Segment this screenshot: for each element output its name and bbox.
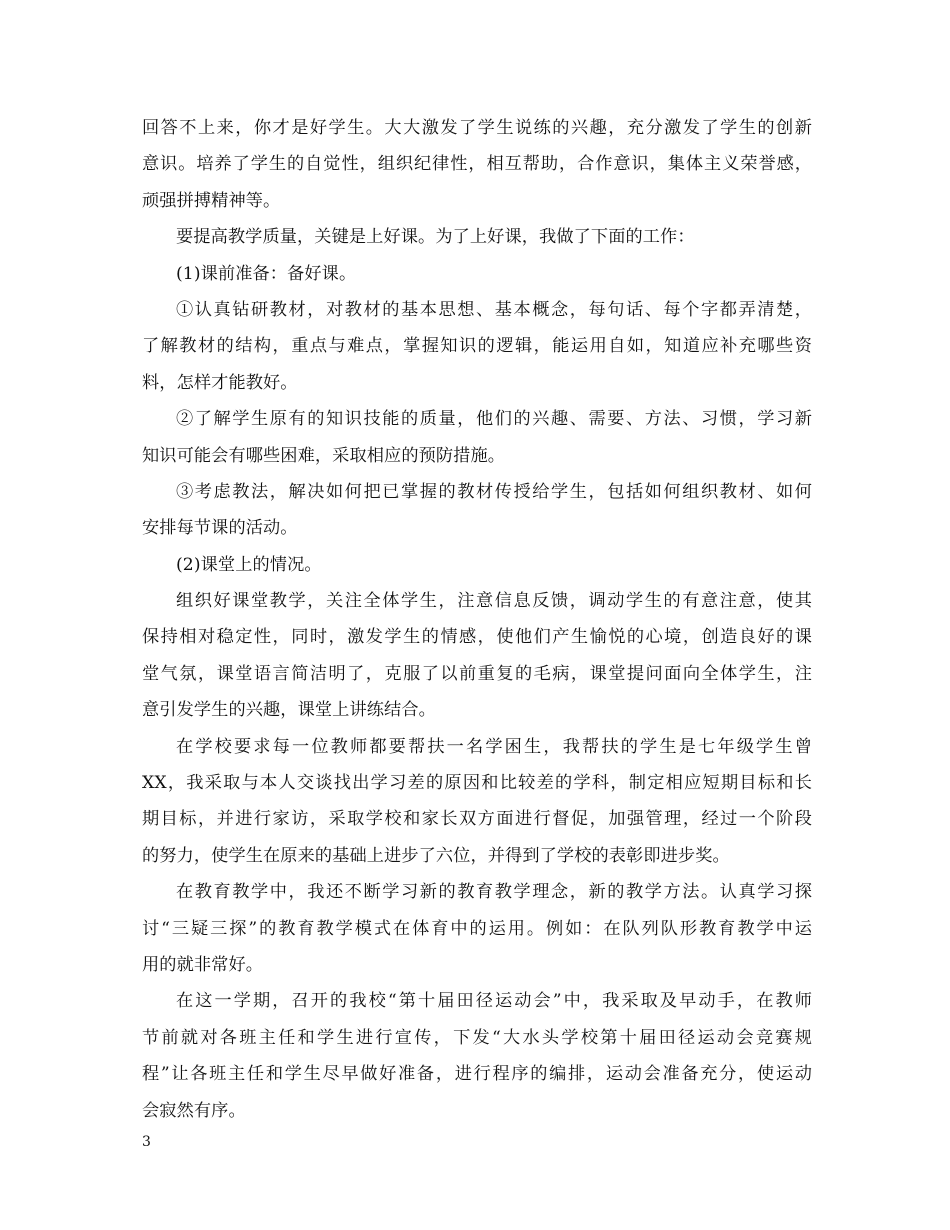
text-line: 料，怎样才能教好。: [142, 372, 298, 393]
text-line: 程”让各班主任和学生尽早做好准备，进行程序的编排，运动会准备充分，使运动: [142, 1064, 812, 1085]
text-line: 在学校要求每一位教师都要帮扶一名学困生，我帮扶的学生是七年级学生曾: [176, 736, 812, 757]
text-line: (2)课堂上的情况。: [176, 554, 322, 575]
text-line: 顽强拼搏精神等。: [142, 190, 281, 211]
text-line: XX，我采取与本人交谈找出学习差的原因和比较差的学科，制定相应短期目标和长: [142, 773, 812, 794]
text-line: 保持相对稳定性，同时，激发学生的情感，使他们产生愉悦的心境，创造良好的课: [142, 627, 812, 648]
text-line: 意引发学生的兴趣，课堂上讲练结合。: [142, 700, 436, 721]
text-line: 期目标，并进行家访，采取学校和家长双方面进行督促，加强管理，经过一个阶段: [142, 809, 812, 830]
text-line: 堂气氛，课堂语言简洁明了，克服了以前重复的毛病，课堂提问面向全体学生，注: [142, 663, 812, 684]
text-line: (1)课前准备：备好课。: [176, 263, 357, 284]
text-line: 在这一学期，召开的我校“第十届田径运动会”中，我采取及早动手，在教师: [176, 991, 812, 1012]
text-line: 了解教材的结构，重点与难点，掌握知识的逻辑，能运用自如，知道应补充哪些资: [142, 336, 812, 357]
text-line: 知识可能会有哪些困难，采取相应的预防措施。: [142, 445, 506, 466]
text-line: ②了解学生原有的知识技能的质量，他们的兴趣、需要、方法、习惯，学习新: [176, 409, 812, 430]
page-number: 3: [142, 1134, 151, 1150]
document-body: [142, 110, 812, 1129]
text-line: 用的就非常好。: [142, 954, 264, 975]
text-line: 意识。培养了学生的自觉性，组织纪律性，相互帮助，合作意识，集体主义荣誉感，: [142, 154, 812, 175]
text-line: ①认真钻研教材，对教材的基本思想、基本概念，每句话、每个字都弄清楚，: [176, 299, 812, 320]
text-line: 的努力，使学生在原来的基础上进步了六位，并得到了学校的表彰即进步奖。: [142, 845, 730, 866]
text-line: 在教育教学中，我还不断学习新的教育教学理念，新的教学方法。认真学习探: [176, 882, 812, 903]
text-line: 讨“三疑三探”的教育教学模式在体育中的运用。例如：在队列队形教育教学中运: [142, 918, 812, 939]
text-line: 节前就对各班主任和学生进行宣传，下发“大水头学校第十届田径运动会竞赛规: [142, 1027, 812, 1048]
text-line: 组织好课堂教学，关注全体学生，注意信息反馈，调动学生的有意注意，使其: [176, 591, 812, 612]
text-line: ③考虑教法，解决如何把已掌握的教材传授给学生，包括如何组织教材、如何: [176, 481, 812, 502]
text-line: 安排每节课的活动。: [142, 518, 298, 539]
text-line: 会寂然有序。: [142, 1100, 246, 1121]
text-line: 回答不上来，你才是好学生。大大激发了学生说练的兴趣，充分激发了学生的创新: [142, 118, 812, 138]
text-line: 要提高教学质量，关键是上好课。为了上好课，我做了下面的工作：: [176, 227, 695, 248]
